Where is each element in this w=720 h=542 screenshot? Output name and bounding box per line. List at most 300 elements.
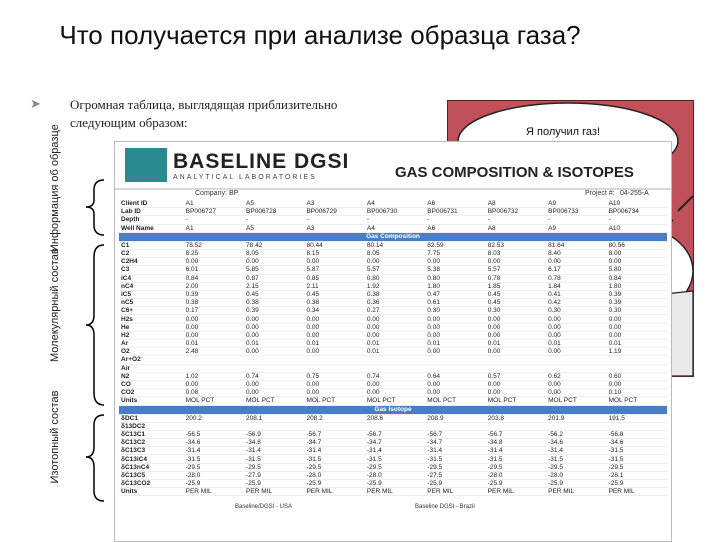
logo-subtitle: ANALYTICAL LABORATORIES: [173, 174, 317, 181]
table-cell: 0.00: [546, 380, 606, 388]
table-cell: [425, 356, 485, 364]
table-cell: 5.85: [244, 266, 304, 274]
table-cell: 0.27: [365, 307, 425, 315]
table-cell: 0.45: [304, 290, 364, 298]
table-row: [119, 389, 667, 397]
table-cell: PER MIL: [184, 488, 244, 496]
table-row: [119, 348, 667, 356]
table-cell: PER MIL: [486, 488, 546, 496]
table-cell: 0.01: [304, 340, 364, 348]
table-cell: 0.45: [486, 290, 546, 298]
table-row: [119, 422, 667, 430]
table-cell: -34.7: [304, 439, 364, 447]
table-row: [119, 455, 667, 463]
table-row: [119, 356, 667, 364]
baseline-logo-icon: [125, 148, 167, 182]
table-cell: PER MIL: [546, 488, 606, 496]
table-cell: 0.61: [425, 299, 485, 307]
table-cell: 6.17: [546, 266, 606, 274]
table-cell: -28.0: [546, 471, 606, 479]
company-value: BP: [229, 190, 239, 197]
row-label: nC4: [119, 282, 184, 290]
footer-usa: Baseline/DGSI - USA: [235, 504, 293, 510]
table-cell: -34.6: [607, 439, 667, 447]
table-cell: -25.9: [425, 480, 485, 488]
table-cell: -: [365, 216, 425, 224]
table-cell: 0.17: [184, 307, 244, 315]
table-cell: 0.00: [425, 258, 485, 266]
row-label: δC13C3: [119, 447, 184, 455]
table-cell: -25.9: [304, 480, 364, 488]
table-cell: 0.00: [546, 323, 606, 331]
table-cell: 5.38: [425, 266, 485, 274]
table-cell: -: [425, 216, 485, 224]
table-cell: -29.5: [546, 463, 606, 471]
table-cell: 0.00: [486, 315, 546, 323]
table-cell: 0.00: [244, 389, 304, 397]
table-cell: [365, 364, 425, 372]
table-cell: [184, 422, 244, 430]
table-cell: 0.00: [304, 389, 364, 397]
table-cell: BP006729: [304, 208, 364, 216]
table-cell: 0.00: [365, 331, 425, 339]
gas-report-document: [114, 141, 672, 542]
table-cell: [184, 364, 244, 372]
table-cell: -31.4: [184, 447, 244, 455]
table-cell: 0.57: [486, 372, 546, 380]
table-cell: -29.5: [425, 463, 485, 471]
table-cell: [486, 364, 546, 372]
table-cell: 0.45: [244, 290, 304, 298]
table-cell: 0.45: [486, 299, 546, 307]
brace-info-icon: [86, 180, 104, 235]
brace-molecular-icon: [86, 245, 104, 405]
table-cell: 2.00: [184, 282, 244, 290]
table-cell: -31.4: [486, 447, 546, 455]
table-cell: 0.80: [365, 274, 425, 282]
row-label: δC13nC4: [119, 463, 184, 471]
table-row: [119, 471, 667, 479]
table-cell: 5.57: [365, 266, 425, 274]
table-cell: MOL PCT: [244, 397, 304, 405]
row-label: δDC1: [119, 414, 184, 422]
brace-icons: [82, 175, 112, 505]
table-cell: 0.00: [486, 389, 546, 397]
table-cell: 0.62: [546, 372, 606, 380]
table-cell: A4: [365, 200, 425, 208]
table-cell: 0.00: [304, 331, 364, 339]
table-cell: 2.15: [244, 282, 304, 290]
table-cell: 0.00: [244, 315, 304, 323]
table-cell: BP006727: [184, 208, 244, 216]
table-cell: -27.9: [244, 471, 304, 479]
table-cell: 0.30: [546, 307, 606, 315]
table-cell: [486, 422, 546, 430]
table-cell: 0.00: [304, 323, 364, 331]
table-cell: 7.75: [425, 249, 485, 257]
table-cell: 208.1: [244, 414, 304, 422]
table-cell: 0.00: [244, 348, 304, 356]
table-cell: -31.5: [365, 455, 425, 463]
row-label: C1: [119, 241, 184, 249]
table-cell: [607, 356, 667, 364]
table-row: [119, 340, 667, 348]
table-cell: 0.39: [607, 290, 667, 298]
table-row: [119, 463, 667, 471]
table-cell: 0.75: [304, 372, 364, 380]
table-cell: 0.08: [184, 389, 244, 397]
table-cell: -: [184, 216, 244, 224]
table-cell: 0.10: [607, 389, 667, 397]
table-cell: -56.2: [546, 430, 606, 438]
table-cell: -31.5: [184, 455, 244, 463]
table-cell: 0.38: [304, 299, 364, 307]
table-cell: 8.05: [244, 249, 304, 257]
table-cell: 78.42: [244, 241, 304, 249]
table-cell: 0.85: [304, 274, 364, 282]
table-cell: 0.42: [546, 299, 606, 307]
table-cell: 0.00: [607, 331, 667, 339]
table-cell: -31.4: [365, 447, 425, 455]
table-cell: 0.00: [425, 380, 485, 388]
row-label: δC13C5: [119, 471, 184, 479]
row-label: N2: [119, 372, 184, 380]
table-cell: 0.60: [607, 372, 667, 380]
table-cell: -25.9: [184, 480, 244, 488]
table-cell: -34.7: [425, 439, 485, 447]
table-cell: PER MIL: [244, 488, 304, 496]
table-row: [119, 307, 667, 315]
table-row: [119, 439, 667, 447]
table-cell: 80.14: [365, 241, 425, 249]
table-cell: MOL PCT: [486, 397, 546, 405]
table-cell: 0.00: [244, 323, 304, 331]
row-label: C3: [119, 266, 184, 274]
table-cell: -31.4: [304, 447, 364, 455]
table-cell: 0.00: [607, 323, 667, 331]
table-cell: [486, 356, 546, 364]
table-cell: A6: [425, 224, 485, 232]
table-cell: [425, 422, 485, 430]
table-cell: BP006730: [365, 208, 425, 216]
table-cell: 0.84: [184, 274, 244, 282]
table-cell: MOL PCT: [184, 397, 244, 405]
table-cell: [365, 422, 425, 430]
table-cell: 0.00: [607, 380, 667, 388]
section-header-row: [119, 232, 667, 241]
table-cell: [607, 422, 667, 430]
table-cell: 0.00: [365, 258, 425, 266]
table-cell: 0.00: [365, 389, 425, 397]
table-row: [119, 224, 667, 232]
table-cell: 0.00: [365, 380, 425, 388]
table-cell: 0.64: [425, 372, 485, 380]
row-label: H2: [119, 331, 184, 339]
table-cell: 0.78: [486, 274, 546, 282]
table-cell: 0.00: [425, 331, 485, 339]
table-cell: MOL PCT: [546, 397, 606, 405]
table-row: [119, 290, 667, 298]
table-row: [119, 323, 667, 331]
table-cell: [244, 356, 304, 364]
table-cell: [425, 364, 485, 372]
bullet-arrow-icon: ➤: [30, 96, 41, 111]
table-cell: 0.00: [244, 380, 304, 388]
table-cell: A5: [244, 224, 304, 232]
table-row: [119, 315, 667, 323]
table-cell: 0.00: [304, 258, 364, 266]
table-cell: 0.00: [486, 331, 546, 339]
table-cell: 0.84: [607, 274, 667, 282]
table-cell: MOL PCT: [304, 397, 364, 405]
table-cell: 0.00: [365, 315, 425, 323]
table-cell: 5.87: [304, 266, 364, 274]
table-cell: -28.1: [607, 471, 667, 479]
table-cell: PER MIL: [425, 488, 485, 496]
table-row: [119, 274, 667, 282]
table-cell: 0.00: [546, 258, 606, 266]
row-label: Client ID: [119, 200, 184, 208]
table-cell: 200.2: [184, 414, 244, 422]
table-cell: -: [607, 216, 667, 224]
table-row: [119, 364, 667, 372]
table-cell: -56.7: [486, 430, 546, 438]
row-label: Depth: [119, 216, 184, 224]
row-label: H2s: [119, 315, 184, 323]
label-isotopic-composition: Изотопный состав: [49, 390, 61, 484]
table-cell: 0.00: [607, 258, 667, 266]
table-cell: [304, 356, 364, 364]
table-cell: -28.0: [184, 471, 244, 479]
table-cell: -31.5: [244, 455, 304, 463]
table-cell: -29.5: [184, 463, 244, 471]
table-cell: -31.5: [607, 455, 667, 463]
row-label: CO2: [119, 389, 184, 397]
table-row: [119, 200, 667, 208]
row-label: Lab ID: [119, 208, 184, 216]
bullet-text: Огромная таблица, выглядящая приблизительно следующим образом:: [70, 97, 338, 130]
row-label: δC13CO2: [119, 480, 184, 488]
table-cell: 0.00: [425, 348, 485, 356]
table-cell: MOL PCT: [425, 397, 485, 405]
table-cell: -25.9: [546, 480, 606, 488]
table-cell: 0.38: [184, 299, 244, 307]
table-cell: 191.5: [607, 414, 667, 422]
table-cell: A10: [607, 200, 667, 208]
table-cell: [244, 364, 304, 372]
row-label: C6+: [119, 307, 184, 315]
table-cell: 0.00: [184, 380, 244, 388]
table-cell: PER MIL: [365, 488, 425, 496]
table-cell: 5.80: [607, 266, 667, 274]
table-cell: -27.5: [425, 471, 485, 479]
table-cell: BP006732: [486, 208, 546, 216]
table-cell: MOL PCT: [607, 397, 667, 405]
table-cell: [546, 356, 606, 364]
table-row: [119, 216, 667, 224]
table-cell: -: [244, 216, 304, 224]
table-cell: 1.84: [546, 282, 606, 290]
table-cell: 8.25: [184, 249, 244, 257]
report-title: GAS COMPOSITION & ISOTOPES: [395, 164, 634, 181]
table-cell: 208.6: [365, 414, 425, 422]
row-label: δC13C1: [119, 430, 184, 438]
table-cell: BP006733: [546, 208, 606, 216]
table-cell: -29.5: [486, 463, 546, 471]
table-cell: BP006728: [244, 208, 304, 216]
table-cell: 0.38: [244, 299, 304, 307]
table-cell: 0.00: [425, 389, 485, 397]
table-cell: 0.00: [184, 331, 244, 339]
table-cell: 1.85: [486, 282, 546, 290]
table-row: [119, 331, 667, 339]
table-cell: 0.36: [365, 299, 425, 307]
row-label: C2H4: [119, 258, 184, 266]
table-cell: -56.5: [184, 430, 244, 438]
row-label: CO: [119, 380, 184, 388]
table-cell: 0.30: [486, 307, 546, 315]
table-cell: [184, 356, 244, 364]
table-cell: 0.39: [607, 299, 667, 307]
table-cell: -56.7: [304, 430, 364, 438]
table-cell: 0.00: [546, 331, 606, 339]
table-row: [119, 258, 667, 266]
table-cell: A4: [365, 224, 425, 232]
table-cell: 201.9: [546, 414, 606, 422]
row-label: He: [119, 323, 184, 331]
table-cell: A9: [546, 224, 606, 232]
table-cell: -29.5: [365, 463, 425, 471]
table-cell: -25.9: [244, 480, 304, 488]
table-cell: -34.8: [244, 439, 304, 447]
row-label: Units: [119, 397, 184, 405]
table-cell: -28.0: [486, 471, 546, 479]
table-cell: 0.00: [607, 315, 667, 323]
table-cell: A1: [184, 224, 244, 232]
table-cell: -29.5: [304, 463, 364, 471]
table-cell: 0.01: [607, 340, 667, 348]
table-cell: 2.11: [304, 282, 364, 290]
table-cell: A1: [184, 200, 244, 208]
table-cell: 0.30: [425, 307, 485, 315]
table-cell: 81.64: [546, 241, 606, 249]
company-logo-text: BASELINE DGSI: [173, 150, 350, 173]
row-label: O2: [119, 348, 184, 356]
table-cell: 0.00: [184, 323, 244, 331]
table-cell: 0.01: [365, 340, 425, 348]
table-cell: 0.74: [365, 372, 425, 380]
table-cell: 8.00: [607, 249, 667, 257]
table-cell: 0.01: [244, 340, 304, 348]
row-label: Air: [119, 364, 184, 372]
table-cell: 80.56: [607, 241, 667, 249]
table-cell: 1.92: [365, 282, 425, 290]
table-row: [119, 414, 667, 422]
table-cell: A6: [425, 200, 485, 208]
table-cell: PER MIL: [607, 488, 667, 496]
table-cell: -34.8: [486, 439, 546, 447]
table-cell: 0.00: [546, 348, 606, 356]
report-header: [115, 142, 671, 190]
table-cell: PER MIL: [304, 488, 364, 496]
table-cell: 0.00: [365, 323, 425, 331]
table-cell: 0.00: [425, 323, 485, 331]
table-cell: 8.03: [486, 249, 546, 257]
company-label: Company:: [195, 190, 227, 197]
table-cell: -34.6: [184, 439, 244, 447]
table-cell: 0.00: [304, 315, 364, 323]
speech-bubble-text: Я получил газ!: [526, 126, 600, 138]
table-row: [119, 249, 667, 257]
table-cell: 1.80: [425, 282, 485, 290]
table-cell: 0.00: [184, 258, 244, 266]
table-cell: A5: [244, 200, 304, 208]
table-cell: 208.2: [304, 414, 364, 422]
table-cell: 0.00: [486, 323, 546, 331]
table-cell: 0.00: [184, 315, 244, 323]
table-cell: 2.48: [184, 348, 244, 356]
table-cell: 82.59: [425, 241, 485, 249]
table-cell: 0.00: [486, 258, 546, 266]
table-cell: 78.52: [184, 241, 244, 249]
table-cell: 0.00: [304, 380, 364, 388]
table-cell: 6.01: [184, 266, 244, 274]
table-cell: 1.02: [184, 372, 244, 380]
table-cell: A10: [607, 224, 667, 232]
row-label: C2: [119, 249, 184, 257]
table-cell: 82.53: [486, 241, 546, 249]
table-cell: 0.00: [304, 348, 364, 356]
table-cell: 8.40: [546, 249, 606, 257]
table-cell: [244, 422, 304, 430]
slide-title: Что получается при анализе образца газа?: [59, 20, 581, 50]
table-cell: 0.00: [546, 389, 606, 397]
table-cell: 0.34: [304, 307, 364, 315]
table-cell: -56.7: [425, 430, 485, 438]
label-molecular-composition: Молекулярный состав: [49, 248, 61, 362]
label-sample-info: Информация об образце: [49, 124, 61, 252]
table-cell: 0.00: [486, 380, 546, 388]
table-cell: 0.38: [365, 290, 425, 298]
table-cell: 0.74: [244, 372, 304, 380]
table-cell: -: [546, 216, 606, 224]
table-cell: -31.4: [244, 447, 304, 455]
table-cell: 0.39: [244, 307, 304, 315]
table-cell: [304, 422, 364, 430]
table-cell: 0.01: [486, 340, 546, 348]
table-cell: 0.30: [607, 307, 667, 315]
table-cell: -29.5: [607, 463, 667, 471]
project-label: Project #:: [585, 190, 615, 197]
table-cell: MOL PCT: [365, 397, 425, 405]
table-cell: 0.00: [425, 315, 485, 323]
table-cell: 203.8: [486, 414, 546, 422]
table-cell: 0.39: [184, 290, 244, 298]
table-cell: 1.19: [607, 348, 667, 356]
table-row: [119, 488, 667, 496]
table-cell: 0.01: [184, 340, 244, 348]
table-cell: -34.6: [546, 439, 606, 447]
table-cell: -25.9: [486, 480, 546, 488]
table-cell: A8: [486, 200, 546, 208]
row-label: nC5: [119, 299, 184, 307]
row-label: δ13DC2: [119, 422, 184, 430]
table-cell: 8.15: [304, 249, 364, 257]
table-cell: -31.5: [425, 455, 485, 463]
table-cell: BP006731: [425, 208, 485, 216]
table-cell: 0.00: [486, 348, 546, 356]
table-cell: A3: [304, 200, 364, 208]
